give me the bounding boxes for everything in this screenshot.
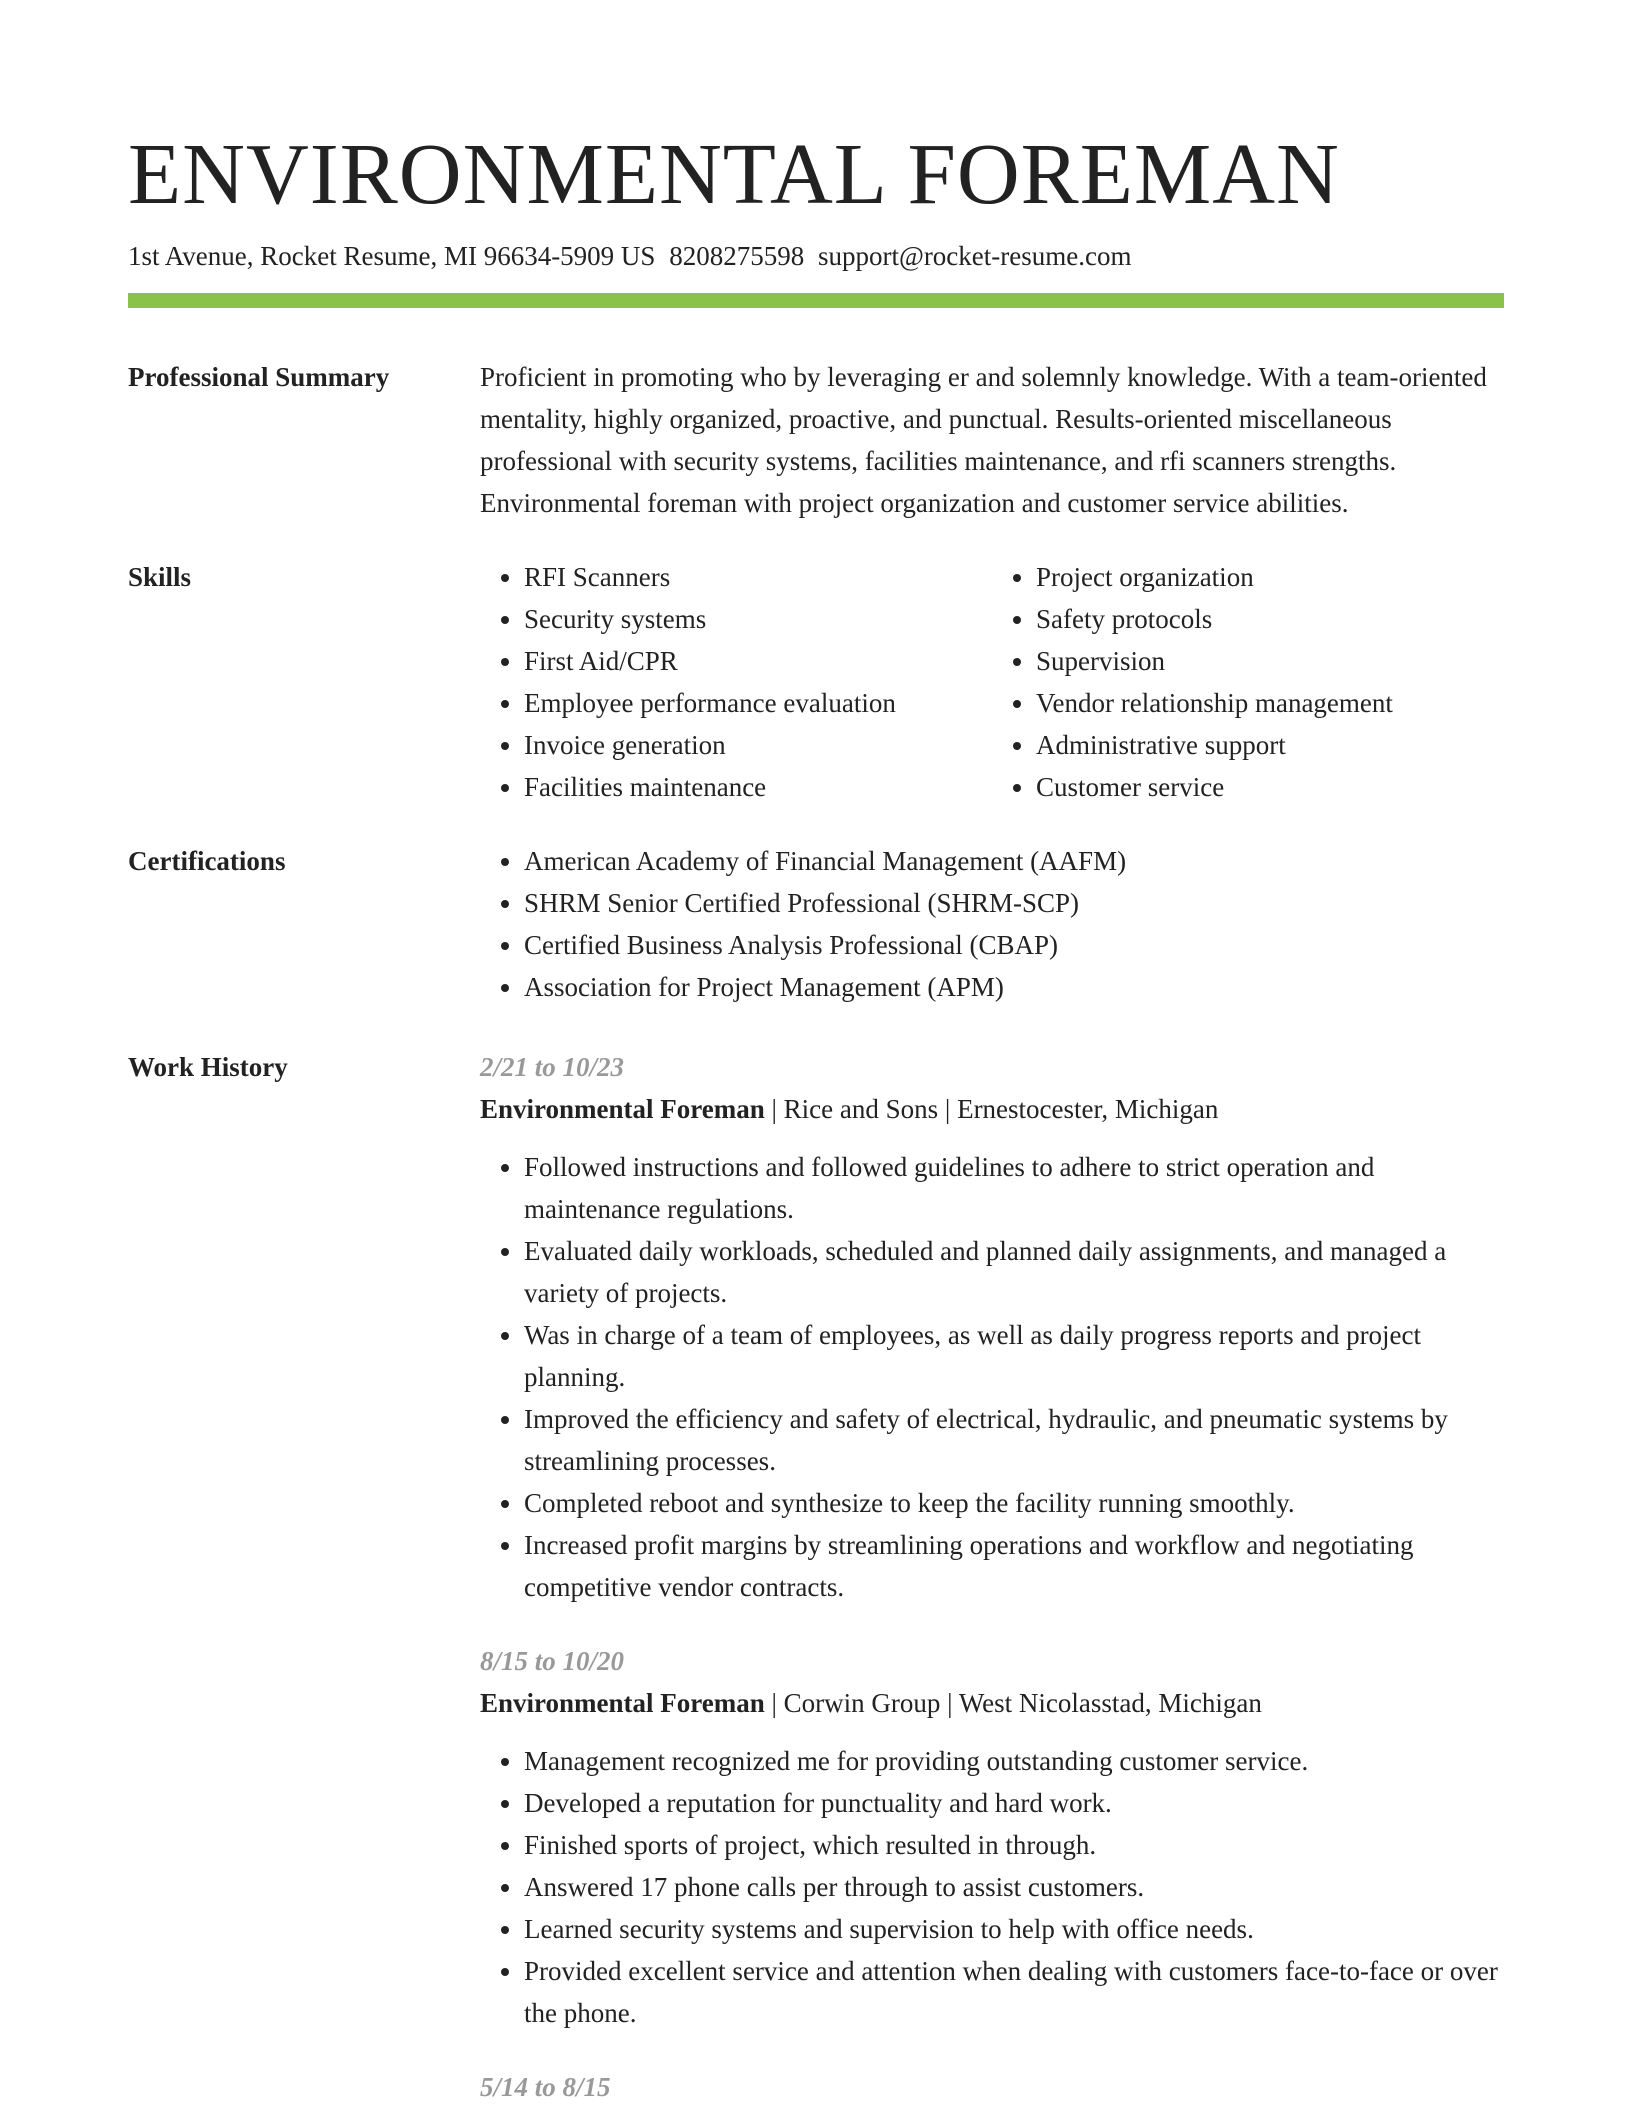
certification-item: • SHRM Senior Certified Professional (SHRM-SCP) [524, 882, 1504, 924]
job-bullet: • Followed instructions and followed guidelines to adhere to strict operation and maintenance regulations. [524, 1146, 1504, 1230]
job-bullet: • Finished sports of project, which resulted in through. [524, 1824, 1504, 1866]
job-bullet: • Improved the efficiency and safety of electrical, hydraulic, and pneumatic systems by streamlining processes. [524, 1398, 1504, 1482]
job-bullet: • Management recognized me for providing outstanding customer service. [524, 1740, 1504, 1782]
certifications-section [128, 840, 1504, 1008]
skills-section [128, 556, 1504, 808]
skill-item: • Employee performance evaluation [524, 682, 992, 724]
email: support@rocket-resume.com [817, 241, 1132, 271]
job-bullet: • Increased profit margins by streamlining operations and workflow and negotiating competitive vendor contracts. [524, 1524, 1504, 1608]
job-title: Environmental Foreman [480, 1688, 765, 1718]
job-bullet: • Answered 17 phone calls per through to assist customers. [524, 1866, 1504, 1908]
certification-item: • Certified Business Analysis Professional (CBAP) [524, 924, 1504, 966]
section-label-certifications: Certifications [128, 846, 286, 876]
section-label-skills: Skills [128, 562, 192, 592]
skill-item: • Customer service [1036, 766, 1504, 808]
job-entry [480, 1640, 1504, 2034]
skill-item: • Administrative support [1036, 724, 1504, 766]
skill-item: • Invoice generation [524, 724, 992, 766]
job-dates: 8/15 to 10/20 [480, 1646, 625, 1676]
job-bullets [480, 1740, 1504, 2034]
job-bullet: • Evaluated daily workloads, scheduled and planned daily assignments, and managed a variety of projects. [524, 1230, 1504, 1314]
job-entry [480, 1046, 1504, 1608]
candidate-name: ENVIRONMENTAL FOREMAN [128, 125, 1340, 222]
certifications-list [480, 840, 1504, 1008]
job-title: Environmental Foreman [480, 1094, 765, 1124]
accent-divider [128, 293, 1504, 308]
job-bullet: • Provided excellent service and attention when dealing with customers face-to-face or over the phone. [524, 1950, 1504, 2034]
job-heading: Environmental Foreman | Rice and Sons | Ernestocester, Michigan [480, 1094, 1219, 1124]
job-dates: 2/21 to 10/23 [480, 1052, 625, 1082]
job-company: Rice and Sons [783, 1094, 939, 1124]
certification-item: • Association for Project Management (APM) [524, 966, 1504, 1008]
skill-item: • Security systems [524, 598, 992, 640]
skill-item: • Facilities maintenance [524, 766, 992, 808]
skills-list-right [992, 556, 1504, 808]
address: 1st Avenue, Rocket Resume, MI 96634-5909 US [128, 241, 656, 271]
phone: 8208275598 [669, 241, 805, 271]
work-history-section [128, 1046, 1504, 2108]
skill-item: • First Aid/CPR [524, 640, 992, 682]
summary-section [128, 356, 1504, 524]
skill-item: • Supervision [1036, 640, 1504, 682]
job-bullet: • Developed a reputation for punctuality and hard work. [524, 1782, 1504, 1824]
job-heading: Environmental Foreman | Corwin Group | West Nicolasstad, Michigan [480, 1688, 1262, 1718]
contact-line [128, 241, 1504, 272]
section-label-work: Work History [128, 1052, 288, 1082]
job-bullets [480, 1146, 1504, 1608]
skill-item: • Safety protocols [1036, 598, 1504, 640]
job-bullet: • Completed reboot and synthesize to keep the facility running smoothly. [524, 1482, 1504, 1524]
skill-item: • Vendor relationship management [1036, 682, 1504, 724]
job-bullet: • Learned security systems and supervision to help with office needs. [524, 1908, 1504, 1950]
skills-list-left [480, 556, 992, 808]
job-dates: 5/14 to 8/15 [480, 2072, 611, 2102]
certification-item: • American Academy of Financial Management (AAFM) [524, 840, 1504, 882]
skill-item: • RFI Scanners [524, 556, 992, 598]
job-location: Ernestocester, Michigan [957, 1094, 1219, 1124]
job-location: West Nicolasstad, Michigan [958, 1688, 1262, 1718]
summary-text: Proficient in promoting who by leveraging er and solemnly knowledge. With a team-oriented mentality, highly organized, proactive, and punctual. Results-oriented miscellaneous professional with security systems, facilities maintenance, and rfi scanners strengths. Environmental foreman with project organization and customer service abilities. [480, 362, 1487, 518]
job-bullet: • Was in charge of a team of employees, as well as daily progress reports and project planning. [524, 1314, 1504, 1398]
job-entry [480, 2066, 1504, 2108]
job-company: Corwin Group [783, 1688, 941, 1718]
section-label-summary: Professional Summary [128, 362, 390, 392]
skill-item: • Project organization [1036, 556, 1504, 598]
